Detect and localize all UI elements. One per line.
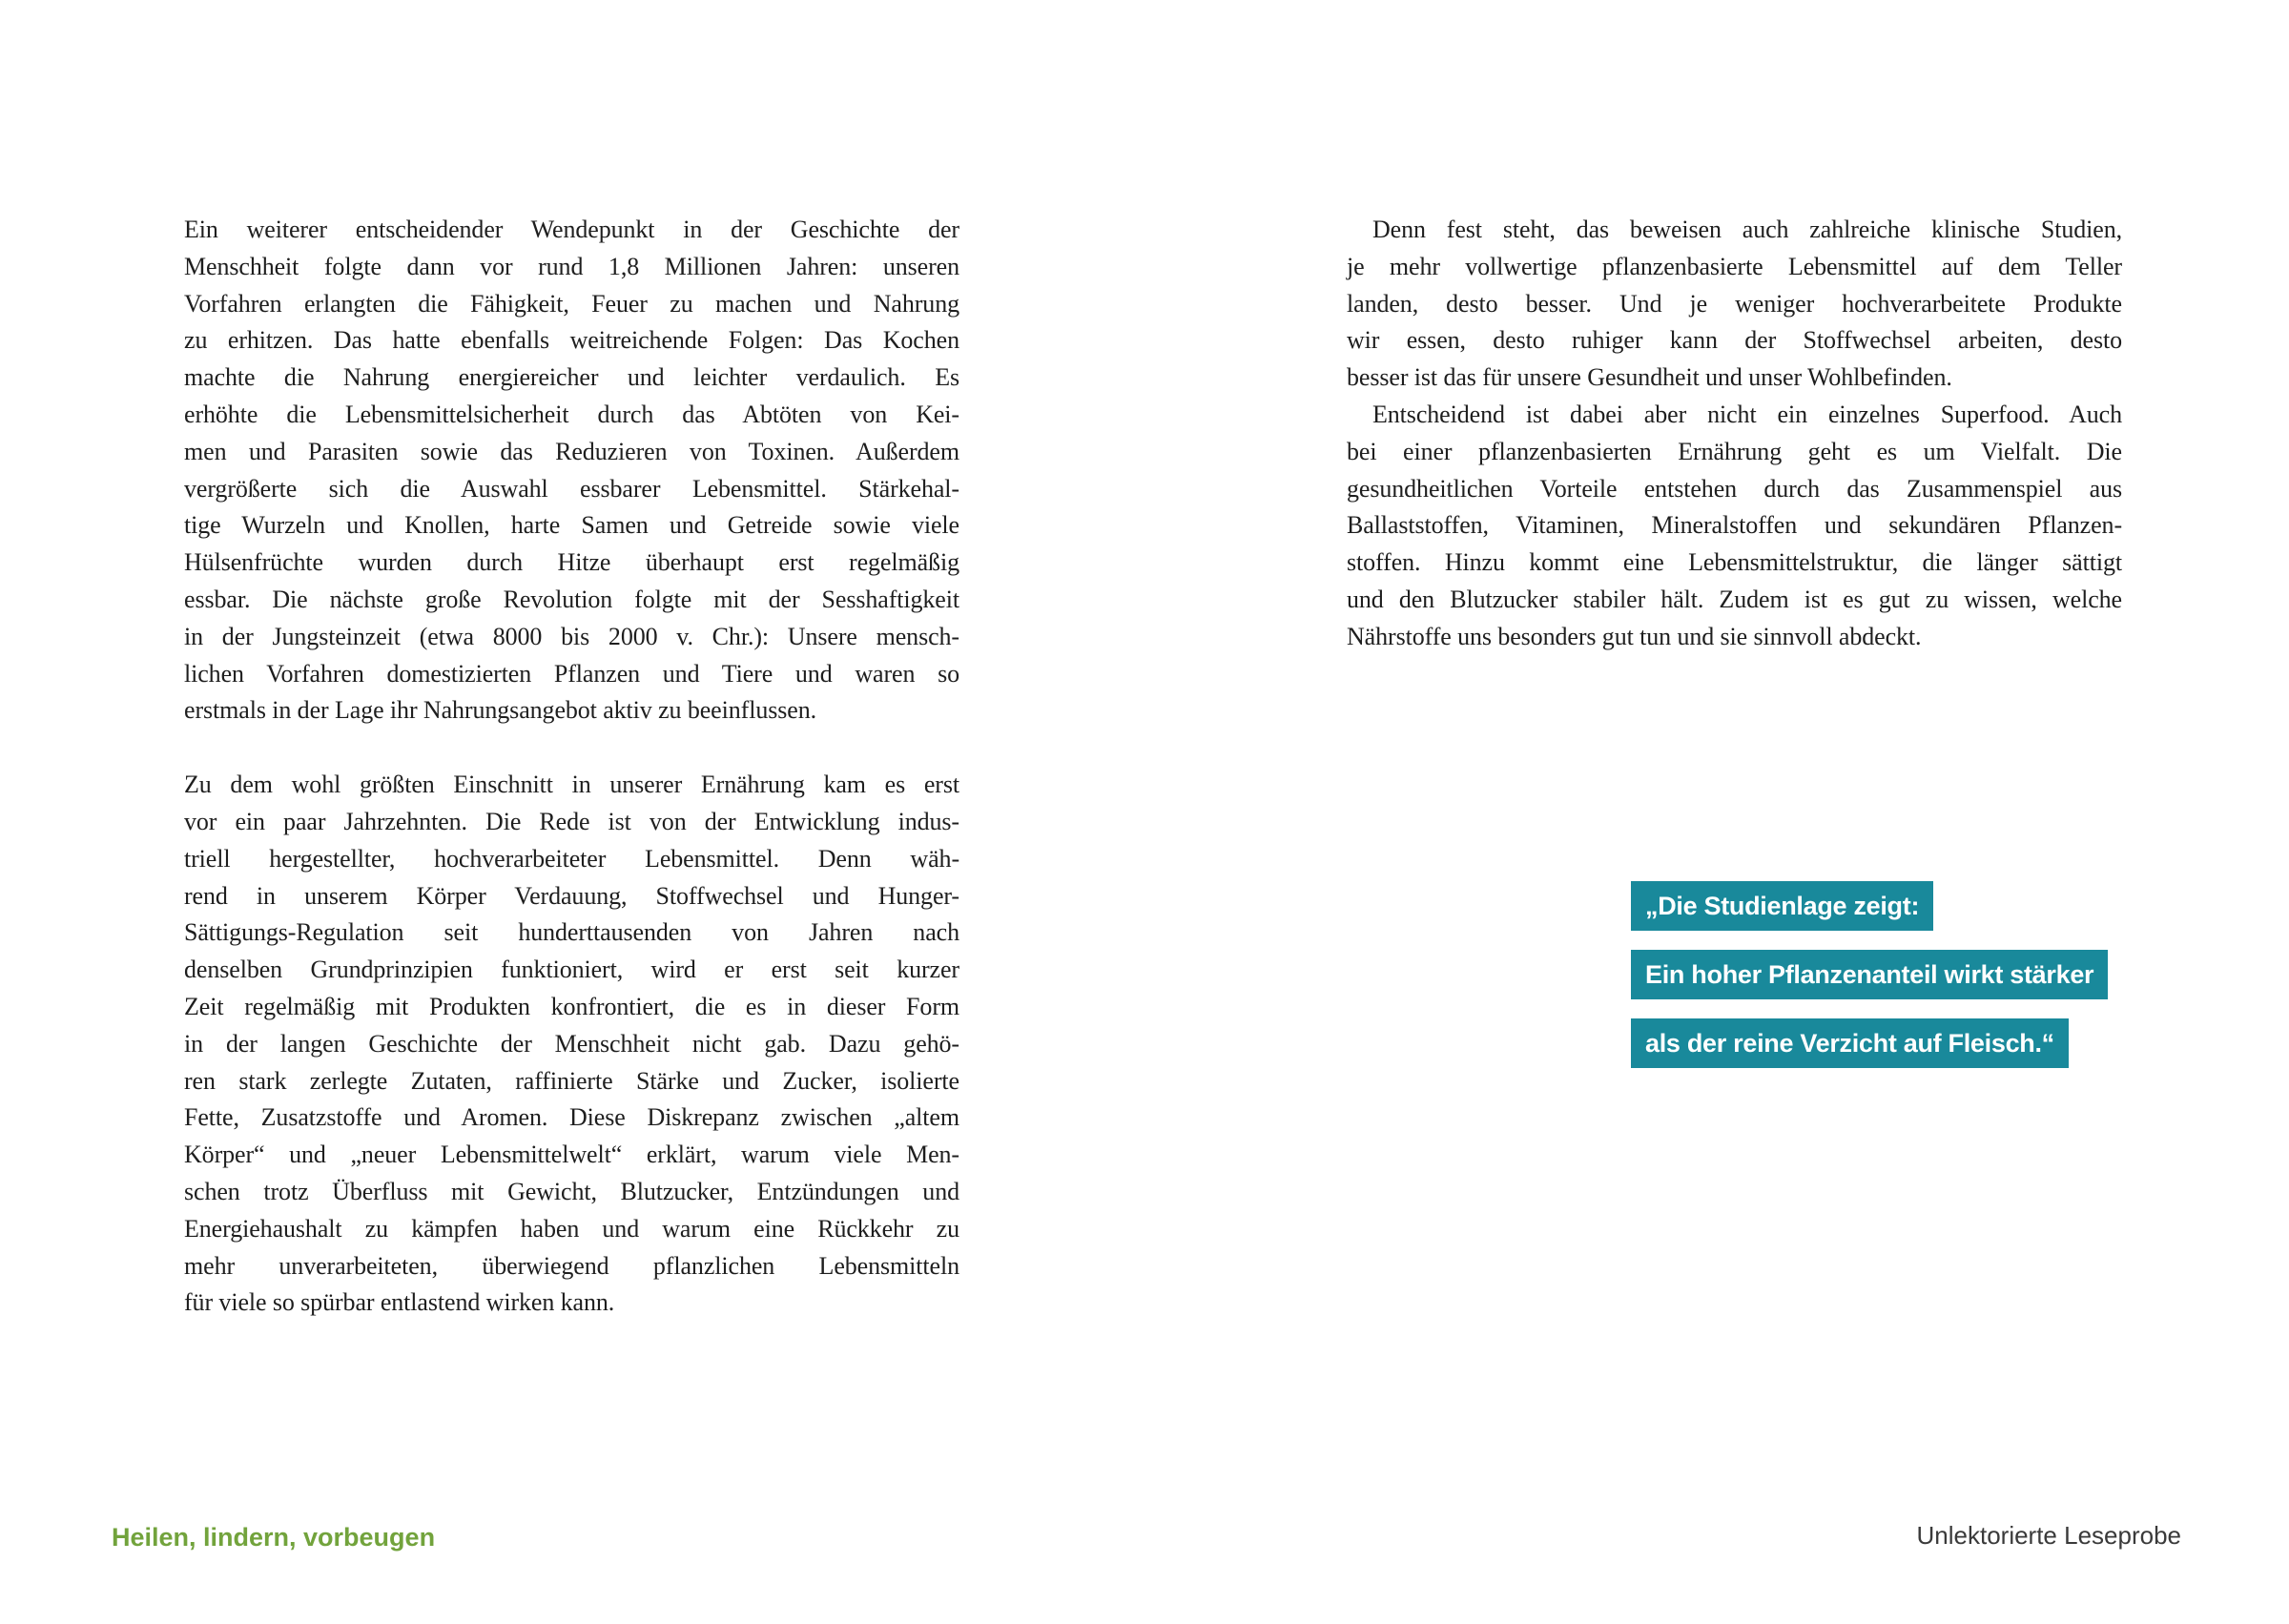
text-line: mehr unverarbeiteten, überwiegend pflanzlichen Lebensmitteln — [184, 1251, 959, 1280]
text-line: Vorfahren erlangten die Fähigkeit, Feuer zu machen und Nahrung — [184, 289, 959, 318]
text-line: triell hergestellter, hochverarbeiteter Lebensmittel. Denn wäh- — [184, 844, 959, 873]
chapter-footer-label: Heilen, lindern, vorbeugen — [112, 1523, 436, 1552]
page-right — [1144, 0, 2289, 1624]
paragraph-variety — [1347, 397, 2122, 656]
text-line: Fette, Zusatzstoffe und Aromen. Diese Diskrepanz zwischen „altem — [184, 1103, 959, 1132]
pull-quote-line: Ein hoher Pflanzenanteil wirkt stärker — [1631, 950, 2108, 999]
text-line: Sättigungs-Regulation seit hunderttausenden von Jahren nach — [184, 918, 959, 947]
text-line: Hülsenfrüchte wurden durch Hitze überhaupt erst regelmäßig — [184, 548, 959, 577]
text-line: bei einer pflanzenbasierten Ernährung geht es um Vielfalt. Die — [1347, 437, 2122, 465]
text-line: gesundheitlichen Vorteile entstehen durch das Zusammenspiel aus — [1347, 474, 2122, 503]
text-line: in der langen Geschichte der Menschheit nicht gab. Dazu gehö- — [184, 1029, 959, 1058]
text-line: wir essen, desto ruhiger kann der Stoffwechsel arbeiten, desto — [1347, 326, 2122, 355]
text-line: landen, desto besser. Und je weniger hochverarbeitete Produkte — [1347, 289, 2122, 318]
text-line: tige Wurzeln und Knollen, harte Samen und Getreide sowie viele — [184, 511, 959, 540]
text-line: für viele so spürbar entlastend wirken kann. — [184, 1288, 615, 1317]
text-line: machte die Nahrung energiereicher und leichter verdaulich. Es — [184, 363, 959, 392]
text-line: Ballaststoffen, Vitaminen, Mineralstoffen und sekundären Pflanzen- — [1347, 511, 2122, 540]
text-line: zu erhitzen. Das hatte ebenfalls weitreichende Folgen: Das Kochen — [184, 326, 959, 355]
text-line: Körper“ und „neuer Lebensmittelwelt“ erklärt, warum viele Men- — [184, 1141, 959, 1169]
paragraph-clinical-studies — [1347, 212, 2122, 397]
text-line: erstmals in der Lage ihr Nahrungsangebot aktiv zu beeinflussen. — [184, 696, 816, 725]
text-line: Zu dem wohl größten Einschnitt in unserer Ernährung kam es erst — [184, 771, 959, 799]
text-line: Nährstoffe uns besonders gut tun und sie sinnvoll abdeckt. — [1347, 622, 1922, 650]
pull-quote-line: als der reine Verzicht auf Fleisch.“ — [1631, 1018, 2069, 1068]
text-line: denselben Grundprinzipien funktioniert, wird er erst seit kurzer — [184, 956, 959, 984]
text-line: vor ein paar Jahrzehnten. Die Rede ist von der Entwicklung indus- — [184, 807, 959, 835]
text-line: essbar. Die nächste große Revolution folgte mit der Sesshaftigkeit — [184, 585, 959, 613]
text-line: rend in unserem Körper Verdauung, Stoffwechsel und Hunger- — [184, 881, 959, 910]
pull-quote — [1631, 881, 2108, 1087]
text-line: schen trotz Überfluss mit Gewicht, Blutzucker, Entzündungen und — [184, 1177, 959, 1205]
text-line: Denn fest steht, das beweisen auch zahlreiche klinische Studien, — [1372, 216, 2122, 243]
paragraph-history-fire — [184, 212, 959, 730]
text-line: besser ist das für unsere Gesundheit und unser Wohlbefinden. — [1347, 363, 1952, 392]
text-line: vergrößerte sich die Auswahl essbarer Lebensmittel. Stärkehal- — [184, 474, 959, 503]
text-line: Menschheit folgte dann vor rund 1,8 Millionen Jahren: unseren — [184, 252, 959, 280]
text-line: stoffen. Hinzu kommt eine Lebensmittelstruktur, die länger sättigt — [1347, 548, 2122, 577]
text-line: lichen Vorfahren domestizierten Pflanzen und Tiere und waren so — [184, 659, 959, 688]
text-line: je mehr vollwertige pflanzenbasierte Lebensmittel auf dem Teller — [1347, 252, 2122, 280]
left-text-block — [184, 212, 959, 1322]
text-line: Entscheidend ist dabei aber nicht ein einzelnes Superfood. Auch — [1372, 400, 2122, 428]
page-left — [0, 0, 1144, 1624]
text-line: Ein weiterer entscheidender Wendepunkt in der Geschichte der — [184, 216, 959, 243]
text-line: ren stark zerlegte Zutaten, raffinierte Stärke und Zucker, isolierte — [184, 1066, 959, 1095]
text-line: Zeit regelmäßig mit Produkten konfrontiert, die es in dieser Form — [184, 992, 959, 1020]
text-line: und den Blutzucker stabiler hält. Zudem ist es gut zu wissen, welche — [1347, 585, 2122, 613]
right-text-block — [1347, 212, 2122, 656]
text-line: men und Parasiten sowie das Reduzieren von Toxinen. Außerdem — [184, 437, 959, 465]
text-line: Energiehaushalt zu kämpfen haben und warum eine Rückkehr zu — [184, 1214, 959, 1243]
text-line: erhöhte die Lebensmittelsicherheit durch das Abtöten von Kei- — [184, 400, 959, 428]
paragraph-processed-food — [184, 767, 959, 1322]
proof-note-label: Unlektorierte Leseprobe — [1916, 1521, 2181, 1550]
pull-quote-line: „Die Studienlage zeigt: — [1631, 881, 1933, 931]
text-line: in der Jungsteinzeit (etwa 8000 bis 2000 v. Chr.): Unsere mensch- — [184, 622, 959, 650]
